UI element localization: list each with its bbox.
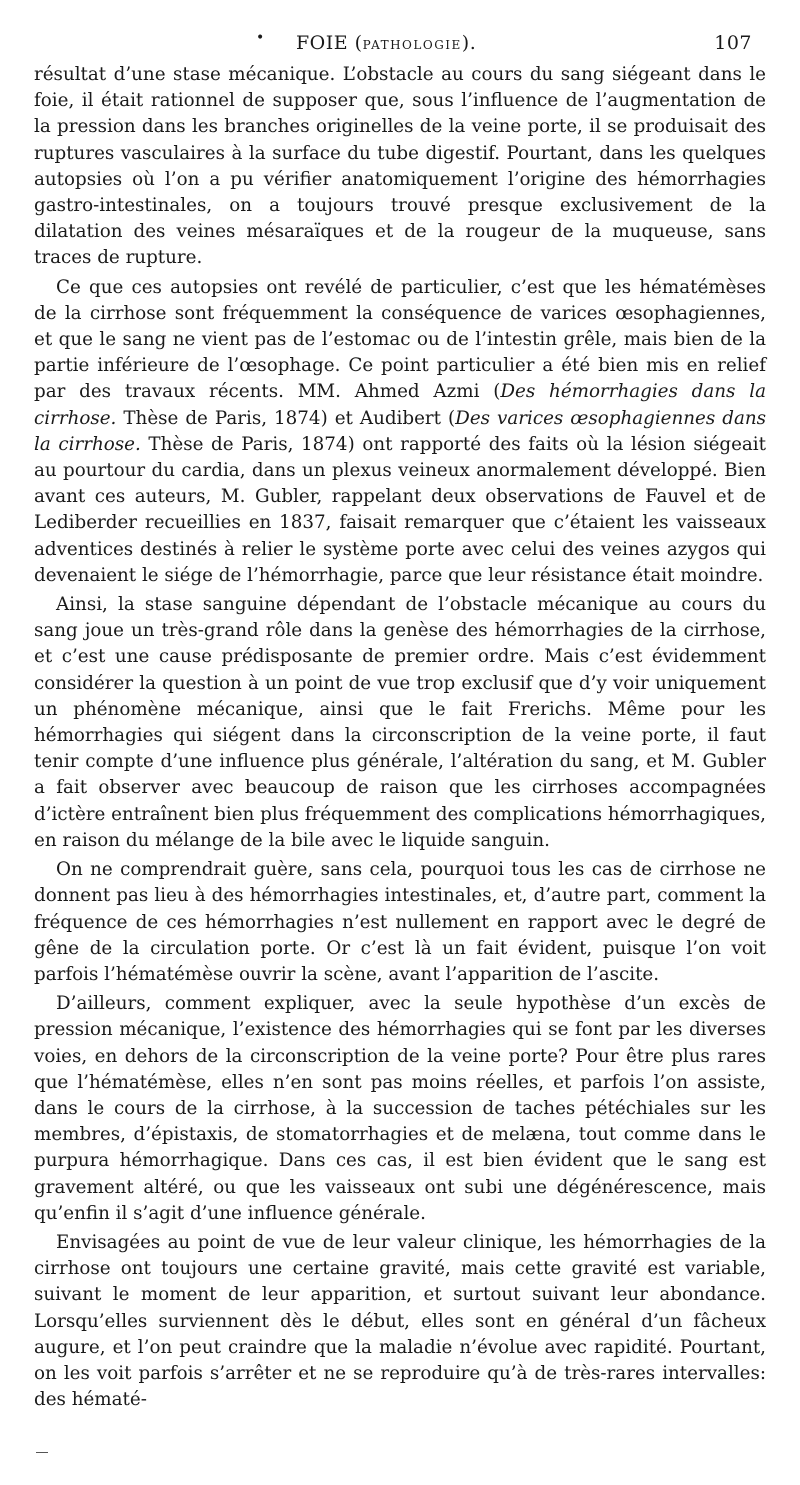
- paragraph-1: résultat d’une stase mécanique. L’obstacle au cours du sang siégeant dans le foie, il était rationnel de supposer que, sous l’influence de l’augmentation de la pression dans les branches originelles de la veine porte, il se produisait des ruptures vasculaires à la surface du tube digestif. Pourtant, dans les quelques autopsies où l’on a pu vérifier anatomiquement l’origine des hémorrhagies gastro-intestinales, on a toujours trouvé presque exclusivement de la dilatation des veines mésaraïques et de la rougeur de la muqueuse, sans traces de rupture.: [34, 64, 766, 269]
- footer-dash: [36, 1452, 48, 1453]
- running-title-close: ).: [461, 32, 477, 54]
- running-title-main: FOIE (: [296, 32, 363, 54]
- paragraph-2-part-2: Thèse de Paris, 1874) et Audibert (: [116, 407, 456, 429]
- page: [34, 28, 766, 1416]
- page-number: 107: [714, 32, 752, 54]
- paragraph-3: Ainsi, la stase sanguine dépendant de l’obstacle mécanique au cours du sang joue un très-grand rôle dans la genèse des hémorrhagies de la cirrhose, et c’est une cause prédisposante de premier ordre. Mais c’est évidemment considérer la question à un point de vue trop exclusif que d’y voir uniquement un phénomène mécanique, ainsi que le fait Frerichs. Même pour les hémorrhagies qui siégent dans la circonscription de la veine porte, il faut tenir compte d’une influence plus générale, l’altération du sang, et M. Gubler a fait observer avec beaucoup de raison que les cirrhoses accompagnées d’ictère entraînent bien plus fréquemment des complications hémorrhagiques, en raison du mélange de la bile avec le liquide sanguin.: [34, 594, 766, 851]
- running-header: [34, 28, 766, 62]
- running-title: [296, 32, 476, 54]
- header-mark: •: [256, 30, 265, 46]
- paragraph-2-part-1: Ce que ces autopsies ont revélé de particulier, c’est que les hématémèses de la cirrhose sont fréquemment la conséquence de varices œsophagiennes, et que le sang ne vient pas de l’estomac ou de l’intestin grêle, mais bien de la partie inférieure de l’œsophage. Ce point particulier a été bien mis en relief par des travaux récents. MM. Ahmed Azmi (: [34, 276, 766, 403]
- paragraph-2: [34, 275, 766, 589]
- paragraph-2-part-3: Thèse de Paris, 1874) ont rapporté des faits où la lésion siégeait au pourtour du cardia, dans un plexus veineux anormalement développé. Bien avant ces auteurs, M. Gubler, rappelant deux observations de Fauvel et de Lediberder recueillies en 1837, faisait remarquer que c’étaient les vaisseaux adventices destinés à relier le système porte avec celui des veines azygos qui devenaient le siége de l’hémorrhagie, parce que leur résistance était moindre.: [34, 433, 766, 586]
- paragraph-4: On ne comprendrait guère, sans cela, pourquoi tous les cas de cirrhose ne donnent pas lieu à des hémorrhagies intestinales, et, d’autre part, comment la fréquence de ces hémorrhagies n’est nullement en rapport avec le degré de gêne de la circulation porte. Or c’est là un fait évident, puisque l’on voit parfois l’hématémèse ouvrir la scène, avant l’apparition de l’ascite.: [34, 859, 766, 985]
- paragraph-5: D’ailleurs, comment expliquer, avec la seule hypothèse d’un excès de pression mécanique, l’existence des hémorrhagies qui se font par les diverses voies, en dehors de la circonscription de la veine porte? Pour être plus rares que l’hématémèse, elles n’en sont pas moins réelles, et parfois l’on assiste, dans le cours de la cirrhose, à la succession de taches pétéchiales sur les membres, d’épistaxis, de stomatorrhagies et de melæna, tout comme dans le purpura hémorrhagique. Dans ces cas, il est bien évident que le sang est gravement altéré, ou que les vaisseaux ont subi une dégénérescence, mais qu’enfin il s’agit d’une influence générale.: [34, 993, 766, 1224]
- paragraph-6: Envisagées au point de vue de leur valeur clinique, les hémorrhagies de la cirrhose ont toujours une certaine gravité, mais cette gravité est variable, suivant le moment de leur apparition, et surtout suivant leur abondance. Lorsqu’elles surviennent dès le début, elles sont en général d’un fâcheux augure, et l’on peut craindre que la maladie n’évolue avec rapidité. Pourtant, on les voit parfois s’arrêter et ne se reproduire qu’à de très-rares intervalles: des hématé-: [34, 1231, 766, 1411]
- citation-title-audibert: Des varices œsophagiennes dans la cirrhose.: [34, 407, 766, 455]
- body-text: [34, 62, 766, 1413]
- citation-title-azmi: Des hémorrhagies dans la cirrhose.: [34, 381, 766, 429]
- running-title-subject: PATHOLOGIE: [362, 38, 462, 52]
